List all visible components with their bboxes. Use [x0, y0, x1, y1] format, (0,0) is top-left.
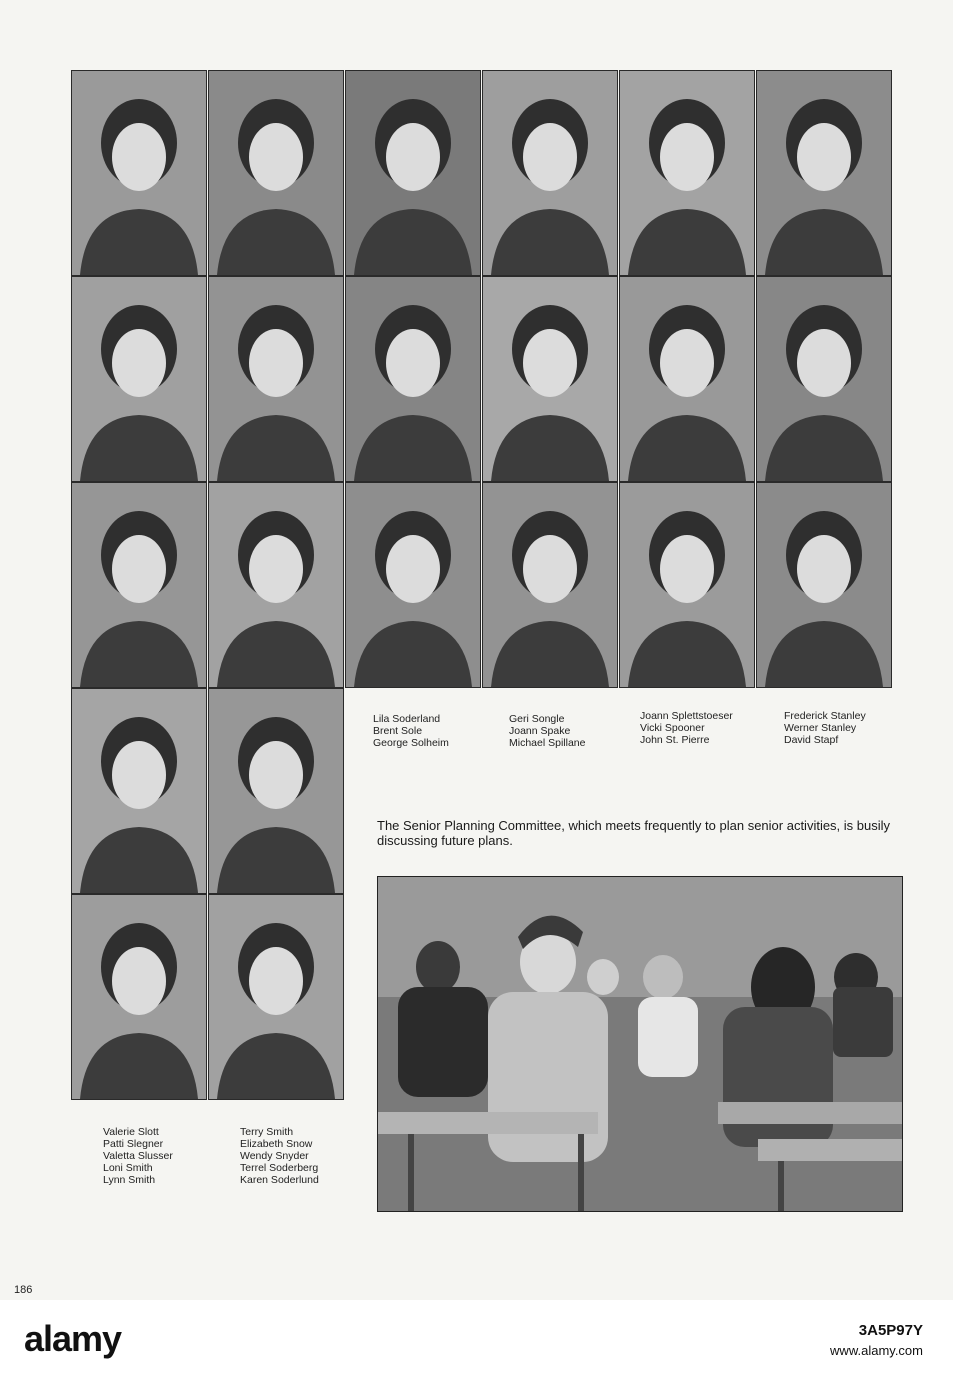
- portrait-r2-c3: [345, 276, 481, 482]
- names-column-3: [640, 710, 733, 746]
- portrait-r3-c5: [619, 482, 755, 688]
- portrait-r1-c2: [208, 70, 344, 276]
- name-line: Lynn Smith: [103, 1174, 156, 1186]
- name-line: Lila Soderland: [373, 713, 441, 725]
- names-column-4: [784, 710, 866, 746]
- portrait-r2-c1: [71, 276, 207, 482]
- names-column-bottom-1: [103, 1126, 173, 1186]
- watermark-url: www.alamy.com: [830, 1343, 923, 1358]
- portrait-r1-c1: [71, 70, 207, 276]
- portrait-r1-c4: [482, 70, 618, 276]
- portrait-r3-c2: [208, 482, 344, 688]
- name-line: Joann Splettstoeser: [640, 710, 733, 722]
- name-line: Karen Soderlund: [240, 1174, 319, 1186]
- portrait-r5-c2: [208, 894, 344, 1100]
- group-photo: [377, 876, 903, 1212]
- name-line: Terry Smith: [240, 1126, 294, 1138]
- name-line: David Stapf: [784, 734, 839, 746]
- name-line: Valetta Slusser: [103, 1150, 173, 1162]
- name-line: Frederick Stanley: [784, 710, 866, 722]
- name-line: George Solheim: [373, 737, 449, 749]
- portrait-r3-c1: [71, 482, 207, 688]
- name-line: Geri Songle: [509, 713, 565, 725]
- watermark-logo: alamy: [24, 1318, 122, 1359]
- portrait-r4-c1: [71, 688, 207, 894]
- portrait-r5-c1: [71, 894, 207, 1100]
- name-line: Vicki Spooner: [640, 722, 705, 734]
- name-line: John St. Pierre: [640, 734, 710, 746]
- portrait-r2-c5: [619, 276, 755, 482]
- name-line: Joann Spake: [509, 725, 571, 737]
- photo-caption: The Senior Planning Committee, which meets frequently to plan senior activities, is busily discussing future plans.: [377, 818, 891, 848]
- names-column-2: [509, 713, 585, 749]
- portrait-r3-c6: [756, 482, 892, 688]
- portrait-r3-c4: [482, 482, 618, 688]
- name-line: Elizabeth Snow: [240, 1138, 313, 1150]
- page-number: 186: [14, 1284, 33, 1296]
- portrait-r4-c2: [208, 688, 344, 894]
- portrait-r2-c6: [756, 276, 892, 482]
- name-line: Terrel Soderberg: [240, 1162, 319, 1174]
- portrait-r3-c3: [345, 482, 481, 688]
- name-line: Werner Stanley: [784, 722, 857, 734]
- portrait-r2-c4: [482, 276, 618, 482]
- names-column-1: [373, 713, 449, 749]
- classroom-scene: [378, 877, 902, 1211]
- portrait-r1-c3: [345, 70, 481, 276]
- name-line: Michael Spillane: [509, 737, 586, 749]
- name-line: Loni Smith: [103, 1162, 153, 1174]
- portrait-r1-c5: [619, 70, 755, 276]
- portrait-r1-c6: [756, 70, 892, 276]
- watermark-image-id: 3A5P97Y: [858, 1322, 923, 1339]
- name-line: Brent Sole: [373, 725, 423, 737]
- name-line: Valerie Slott: [103, 1126, 159, 1138]
- portrait-r2-c2: [208, 276, 344, 482]
- name-line: Wendy Snyder: [240, 1150, 309, 1162]
- name-line: Patti Slegner: [103, 1138, 164, 1150]
- names-column-bottom-2: [240, 1126, 319, 1186]
